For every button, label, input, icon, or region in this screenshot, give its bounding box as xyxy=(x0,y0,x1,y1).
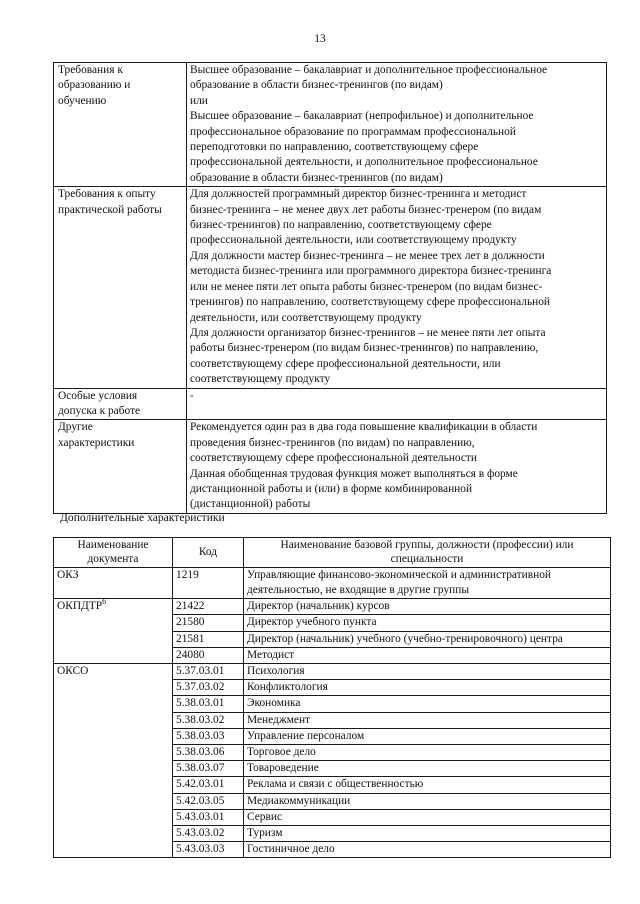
doc-cell-continued xyxy=(54,842,173,858)
label-line: практической работы xyxy=(58,203,162,216)
name-cell: Директор (начальник) учебного (учебно-тренировочного) центра xyxy=(244,631,611,647)
okpdtr-doc xyxy=(54,599,173,615)
text-line: соответствующему продукту xyxy=(190,373,331,386)
text-line: Высшее образование – бакалавриат и дополнительное профессиональное xyxy=(190,64,548,76)
doc-cell-continued xyxy=(54,793,173,809)
text-line: профессиональной деятельности, и дополнительное профессиональное xyxy=(190,156,538,169)
doc-cell-continued xyxy=(54,745,173,761)
text-line: бизнес-тренингов) по направлению, соответствующему сфере xyxy=(190,219,492,232)
table-row xyxy=(54,187,607,388)
text-line: дистанционной работы и (или) в форме комбинированной xyxy=(190,482,473,495)
footnote-mark: 6 xyxy=(102,597,107,607)
doc-cell-continued xyxy=(54,809,173,825)
label-line: Требования к xyxy=(58,64,123,76)
name-cell: Методист xyxy=(244,647,611,663)
text-line: тренингов) по направлению, соответствующему сфере профессиональной xyxy=(190,296,551,309)
row-content-special-conditions xyxy=(187,388,607,420)
table-row xyxy=(54,567,611,598)
code-cell: 5.38.03.07 xyxy=(173,761,244,777)
code-cell: 5.43.03.02 xyxy=(173,826,244,842)
text-line: проведения бизнес-тренингов (по видам) по направлению, xyxy=(190,436,475,449)
doc-cell-continued xyxy=(54,647,173,663)
table-row xyxy=(54,599,611,615)
name-cell: Реклама и связи с общественностью xyxy=(244,777,611,793)
row-content-other xyxy=(187,420,607,513)
doc-cell-continued xyxy=(54,696,173,712)
code-cell: 5.38.03.01 xyxy=(173,696,244,712)
okpdtr-doc-label: ОКПДТР xyxy=(57,600,103,613)
row-label-special-conditions xyxy=(54,388,187,420)
row-label-education xyxy=(54,63,187,187)
code-cell: 5.38.03.02 xyxy=(173,712,244,728)
text-line: Рекомендуется один раз в два года повышение квалификации в области xyxy=(190,421,538,434)
name-cell: Психология xyxy=(244,664,611,680)
name-cell: Торговое дело xyxy=(244,745,611,761)
additional-characteristics-table xyxy=(53,537,611,858)
table-row xyxy=(54,631,611,647)
text-line: работы бизнес-тренером (по видам бизнес-тренингов) по направлению, xyxy=(190,342,539,355)
text-line: Для должностей программный директор бизнес-тренинга и методист xyxy=(190,188,527,201)
text-line: соответствующему сфере профессиональной деятельности, или xyxy=(190,357,501,370)
table-row xyxy=(54,809,611,825)
doc-cell-continued xyxy=(54,761,173,777)
row-label-experience xyxy=(54,187,187,388)
doc-cell-continued xyxy=(54,777,173,793)
code-cell: 24080 xyxy=(173,647,244,663)
header-name xyxy=(244,538,611,568)
text-line: - xyxy=(190,389,194,402)
label-line: допуска к работе xyxy=(58,404,141,417)
row-content-experience xyxy=(187,187,607,388)
text-line: Для должности организатор бизнес-тренингов – не менее пяти лет опыта xyxy=(190,326,546,339)
doc-cell-continued xyxy=(54,728,173,744)
header-line: специальности xyxy=(390,553,464,566)
text-line: соответствующему сфере профессиональной деятельности xyxy=(190,452,477,465)
row-content-education xyxy=(187,63,607,187)
table-row xyxy=(54,842,611,858)
doc-cell-continued xyxy=(54,680,173,696)
code-cell: 5.37.03.01 xyxy=(173,664,244,680)
code-cell: 5.42.03.05 xyxy=(173,793,244,809)
table-row xyxy=(54,664,611,680)
okso-doc: ОКСО xyxy=(54,664,173,680)
label-line: Особые условия xyxy=(58,389,138,402)
label-line: Другие xyxy=(58,421,93,434)
table-row xyxy=(54,615,611,631)
text-line: профессиональной деятельности, или соответствующему продукту xyxy=(190,234,517,247)
text-line: переподготовки по направлению, соответствующему сфере xyxy=(190,141,479,154)
table-row xyxy=(54,826,611,842)
table-row xyxy=(54,647,611,663)
label-line: образованию и xyxy=(58,79,131,92)
name-cell: Экономика xyxy=(244,696,611,712)
code-cell: 5.38.03.03 xyxy=(173,728,244,744)
header-line: Наименование xyxy=(77,539,149,551)
okz-name xyxy=(244,567,611,598)
text-line: или не менее пяти лет опыта работы бизнес-тренером (по видам бизнес- xyxy=(190,280,543,293)
name-cell: Сервис xyxy=(244,809,611,825)
page-number: 13 xyxy=(314,33,326,45)
text-line: деятельности, или соответствующему продукту xyxy=(190,311,422,324)
name-cell: Гостиничное дело xyxy=(244,842,611,858)
doc-cell-continued xyxy=(54,826,173,842)
name-cell: Товароведение xyxy=(244,761,611,777)
text-line: (дистанционной) работы xyxy=(190,498,311,511)
okz-code: 1219 xyxy=(173,567,244,598)
table-row xyxy=(54,680,611,696)
header-row xyxy=(54,538,611,568)
code-cell: 21422 xyxy=(173,599,244,615)
name-cell: Туризм xyxy=(244,826,611,842)
label-line: Требования к опыту xyxy=(58,188,156,201)
doc-cell-continued xyxy=(54,631,173,647)
requirements-table xyxy=(53,62,607,514)
table-row xyxy=(54,761,611,777)
code-cell: 5.37.03.02 xyxy=(173,680,244,696)
doc-cell-continued xyxy=(54,615,173,631)
text-line: методиста бизнес-тренинга или программного директора бизнес-тренинга xyxy=(190,265,552,278)
code-cell: 5.43.03.03 xyxy=(173,842,244,858)
code-cell: 5.42.03.01 xyxy=(173,777,244,793)
header-line: Наименование базовой группы, должности (профессии) или xyxy=(280,539,574,551)
okz-doc: ОКЗ xyxy=(54,567,173,598)
label-line: обучению xyxy=(58,94,107,107)
text-line: Высшее образование – бакалавриат (непрофильное) и дополнительное xyxy=(190,110,534,123)
row-label-other xyxy=(54,420,187,513)
text-line: Для должности мастер бизнес-тренинга – не менее трех лет в должности xyxy=(190,249,545,262)
table-row xyxy=(54,728,611,744)
header-line: документа xyxy=(87,553,139,566)
code-cell: 21580 xyxy=(173,615,244,631)
code-cell: 5.43.03.01 xyxy=(173,809,244,825)
table-row xyxy=(54,793,611,809)
table-row xyxy=(54,696,611,712)
text-line: образование в области бизнес-тренингов (по видам) xyxy=(190,79,443,92)
text-line: деятельностью, не входящие в другие группы xyxy=(247,584,470,597)
text-line: Данная обобщенная трудовая функция может выполняться в форме xyxy=(190,467,518,480)
text-line: Управляющие финансово-экономической и административной xyxy=(247,568,551,581)
doc-cell-continued xyxy=(54,712,173,728)
text-line: образование в области бизнес-тренингов (по видам) xyxy=(190,171,443,184)
section-heading: Дополнительные характеристики xyxy=(60,511,225,524)
name-cell: Менеджмент xyxy=(244,712,611,728)
name-cell: Директор (начальник) курсов xyxy=(244,599,611,615)
text-line: бизнес-тренинга – не менее двух лет работы бизнес-тренером (по видам xyxy=(190,203,542,216)
table-row xyxy=(54,63,607,187)
name-cell: Конфликтология xyxy=(244,680,611,696)
code-cell: 5.38.03.06 xyxy=(173,745,244,761)
table-row xyxy=(54,777,611,793)
table-row xyxy=(54,420,607,513)
table-row xyxy=(54,745,611,761)
header-code: Код xyxy=(173,538,244,568)
table-row xyxy=(54,712,611,728)
text-line: или xyxy=(190,94,208,107)
header-document xyxy=(54,538,173,568)
name-cell: Управление персоналом xyxy=(244,728,611,744)
code-cell: 21581 xyxy=(173,631,244,647)
name-cell: Директор учебного пункта xyxy=(244,615,611,631)
table-row xyxy=(54,388,607,420)
name-cell: Медиакоммуникации xyxy=(244,793,611,809)
label-line: характеристики xyxy=(58,436,135,449)
text-line: профессиональное образование по программам профессиональной xyxy=(190,125,516,138)
